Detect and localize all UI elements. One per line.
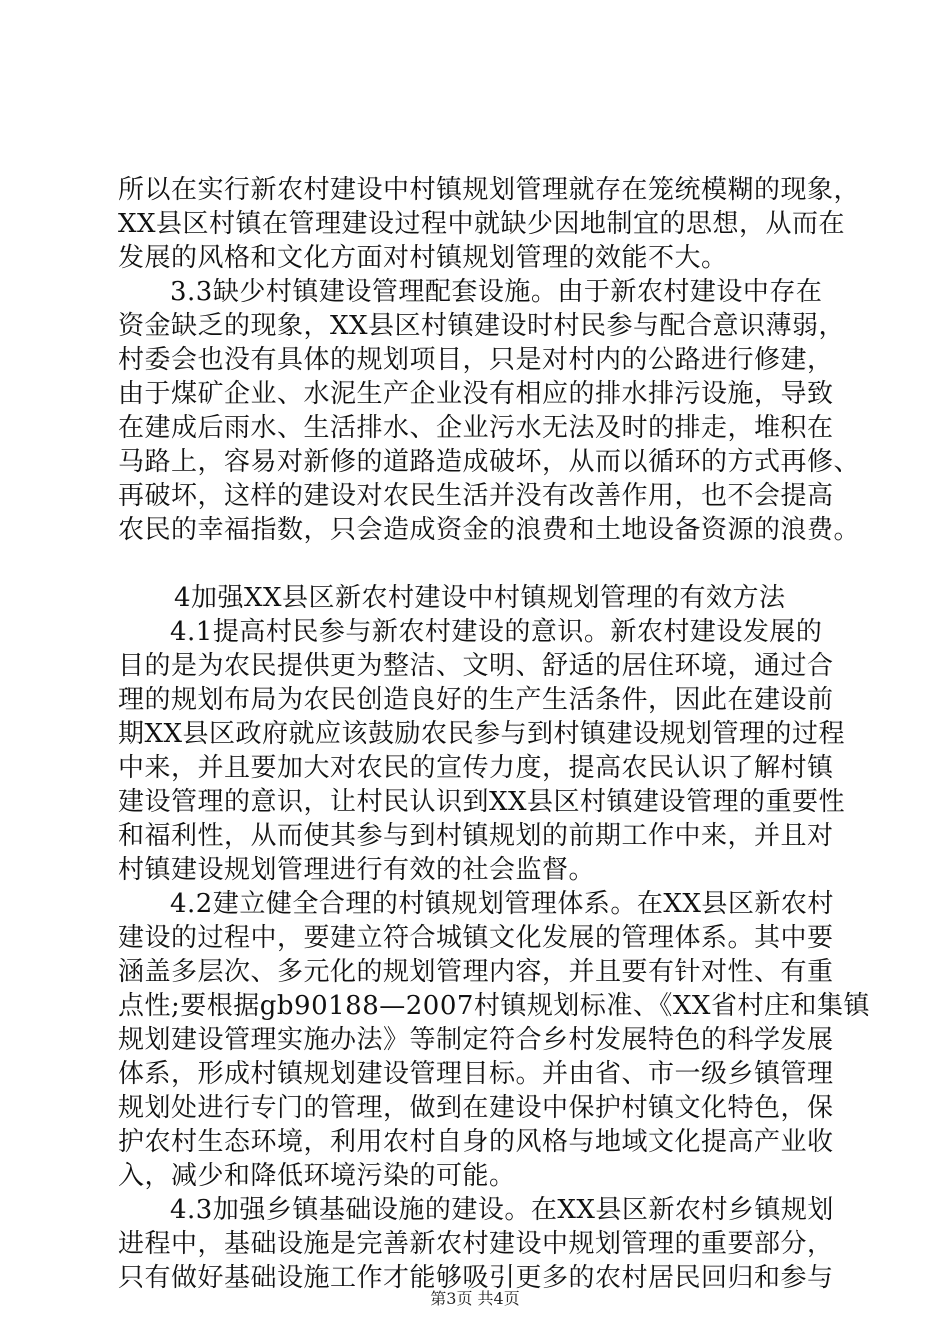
text-line: 和福利性，从而使其参与到村镇规划的前期工作中来，并且对 [118,821,834,851]
text-line: 农民的幸福指数，只会造成资金的浪费和土地设备资源的浪费。 [118,515,861,545]
page-number: 第3页 共4页 [430,1289,520,1308]
paragraph-gap [118,547,838,581]
text-line: 体系，形成村镇规划建设管理目标。并由省、市一级乡镇管理 [118,1059,834,1089]
paragraph-start: 3.3缺少村镇建设管理配套设施。由于新农村建设中存在 [170,277,823,307]
document-body [118,173,870,1295]
text-line: 涵盖多层次、多元化的规划管理内容，并且要有针对性、有重 [118,957,834,987]
text-line: 发展的风格和文化方面对村镇规划管理的效能不大。 [118,243,728,273]
text-line: 建设管理的意识，让村民认识到XX县区村镇建设管理的重要性 [118,787,846,817]
text-line: 在建成后雨水、生活排水、企业污水无法及时的排走，堆积在 [118,413,834,443]
text-line: 入，减少和降低环境污染的可能。 [118,1161,516,1191]
text-line: 目的是为农民提供更为整洁、文明、舒适的居住环境，通过合 [118,651,834,681]
paragraph-start: 4.2建立健全合理的村镇规划管理体系。在XX县区新农村 [170,889,834,919]
section-heading: 4加强XX县区新农村建设中村镇规划管理的有效方法 [174,583,786,613]
text-line: 村委会也没有具体的规划项目，只是对村内的公路进行修建， [118,345,834,375]
text-line: 规划建设管理实施办法》等制定符合乡村发展特色的科学发展 [118,1025,834,1055]
text-line: 进程中，基础设施是完善新农村建设中规划管理的重要部分， [118,1229,834,1259]
text-line: 中来，并且要加大对农民的宣传力度，提高农民认识了解村镇 [118,753,834,783]
paragraph-start: 4.3加强乡镇基础设施的建设。在XX县区新农村乡镇规划 [170,1195,834,1225]
text-line: 由于煤矿企业、水泥生产企业没有相应的排水排污设施，导致 [118,379,834,409]
text-line: 理的规划布局为农民创造良好的生产生活条件，因此在建设前 [118,685,834,715]
text-line: 村镇建设规划管理进行有效的社会监督。 [118,855,596,885]
text-line: 期XX县区政府就应该鼓励农民参与到村镇建设规划管理的过程 [118,719,846,749]
paragraph-start: 4.1提高村民参与新农村建设的意识。新农村建设发展的 [170,617,823,647]
text-line: 建设的过程中，要建立符合城镇文化发展的管理体系。其中要 [118,923,834,953]
text-line: 只有做好基础设施工作才能够吸引更多的农村居民回归和参与 [118,1263,834,1293]
text-line: 资金缺乏的现象，XX县区村镇建设时村民参与配合意识薄弱， [118,311,846,341]
text-line: XX县区村镇在管理建设过程中就缺少因地制宜的思想，从而在 [118,209,846,239]
text-line: 再破坏，这样的建设对农民生活并没有改善作用，也不会提高 [118,481,834,511]
text-line: 马路上，容易对新修的道路造成破坏，从而以循环的方式再修、 [118,447,861,477]
text-line: 规划处进行专门的管理，做到在建设中保护村镇文化特色，保 [118,1093,834,1123]
text-line: 所以在实行新农村建设中村镇规划管理就存在笼统模糊的现象， [118,175,861,205]
text-line: 点性;要根据gb90188—2007村镇规划标准、《XX省村庄和集镇 [118,991,870,1021]
text-line: 护农村生态环境，利用农村自身的风格与地域文化提高产业收 [118,1127,834,1157]
